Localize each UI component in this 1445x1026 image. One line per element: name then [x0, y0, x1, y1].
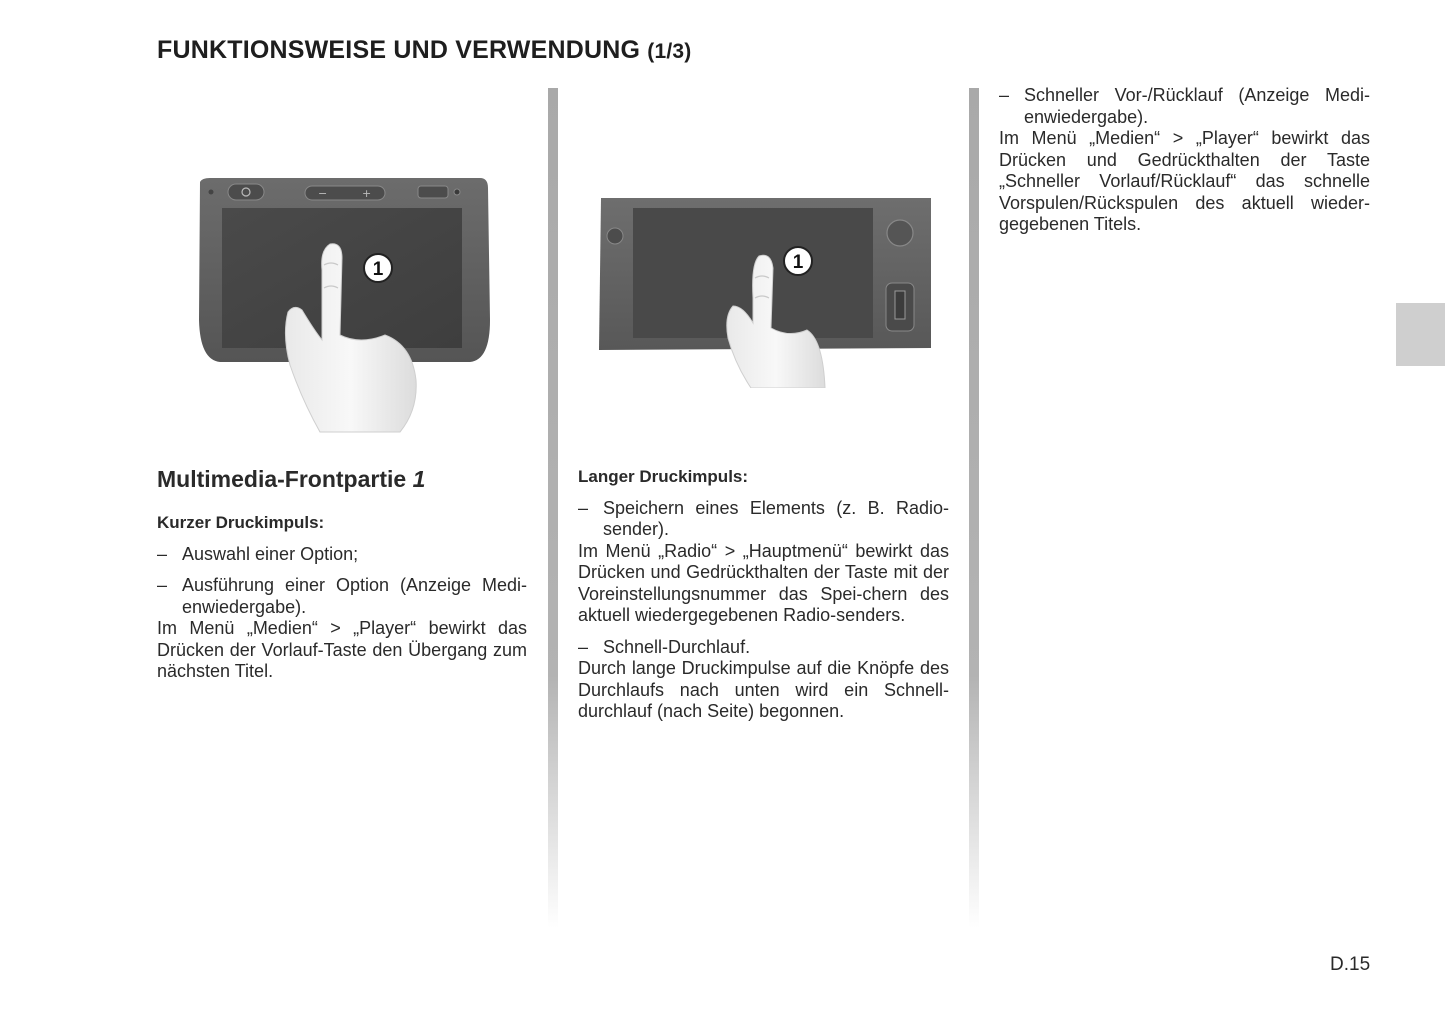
list-item: – Ausführung einer Option (Anzeige Medi-enwiedergabe). [157, 575, 527, 617]
page-title: FUNKTIONSWEISE UND VERWENDUNG (1/3) [157, 36, 692, 64]
list-item: – Speichern eines Elements (z. B. Radio-sender). [578, 497, 949, 539]
volume-plus-icon: + [362, 187, 372, 200]
list-item: – Schnell-Durchlauf. [578, 636, 751, 657]
page-subtitle: (1/3) [647, 40, 692, 63]
multimedia-front-illustration [190, 170, 500, 435]
long-press-heading: Langer Druckimpuls: [578, 467, 749, 486]
list-item: – Schneller Vor-/Rücklauf (Anzeige Medi-enwiedergabe). [999, 85, 1370, 127]
paragraph: Im Menü „Radio“ > „Hauptmenü“ bewirkt das Drücken und Gedrückthalten der Taste mit der Voreinstellungsnummer das Spei-chern des aktuell wiedergegebenen Radio-senders. [578, 540, 949, 625]
callout-1-middle [784, 247, 812, 275]
page-number: D.15 [1330, 954, 1371, 975]
section-heading: Multimedia-Frontpartie 1 [157, 466, 426, 492]
column-left [157, 465, 527, 683]
column-divider-left [548, 88, 558, 928]
callout-1-left [364, 254, 392, 282]
chapter-tab [1396, 303, 1445, 366]
rotary-knob-icon [887, 220, 913, 246]
svg-text:1: 1 [372, 259, 384, 280]
short-press-heading: Kurzer Druckimpuls: [157, 513, 325, 532]
column-divider-right [969, 88, 979, 928]
paragraph: Im Menü „Medien“ > „Player“ bewirkt das Drücken der Vorlauf-Taste den Übergang zum nächsten Titel. [157, 618, 527, 681]
column-right [999, 85, 1370, 236]
svg-text:1: 1 [792, 252, 804, 273]
paragraph: Durch lange Druckimpulse auf die Knöpfe des Durchlaufs nach unten wird ein Schnell-durchlauf (nach Seite) begonnen. [578, 658, 949, 721]
paragraph: Im Menü „Medien“ > „Player“ bewirkt das Drücken und Gedrückthalten der Taste „Schneller Vorlauf/Rücklauf“ das schnelle Vorspulen/Rückspulen des aktuell wieder-gegebenen Titels. [999, 128, 1370, 234]
volume-minus-icon: − [318, 187, 328, 200]
multimedia-front-illustration-alt [593, 188, 938, 388]
column-middle [578, 466, 949, 723]
list-item: – Auswahl einer Option; [157, 543, 359, 564]
